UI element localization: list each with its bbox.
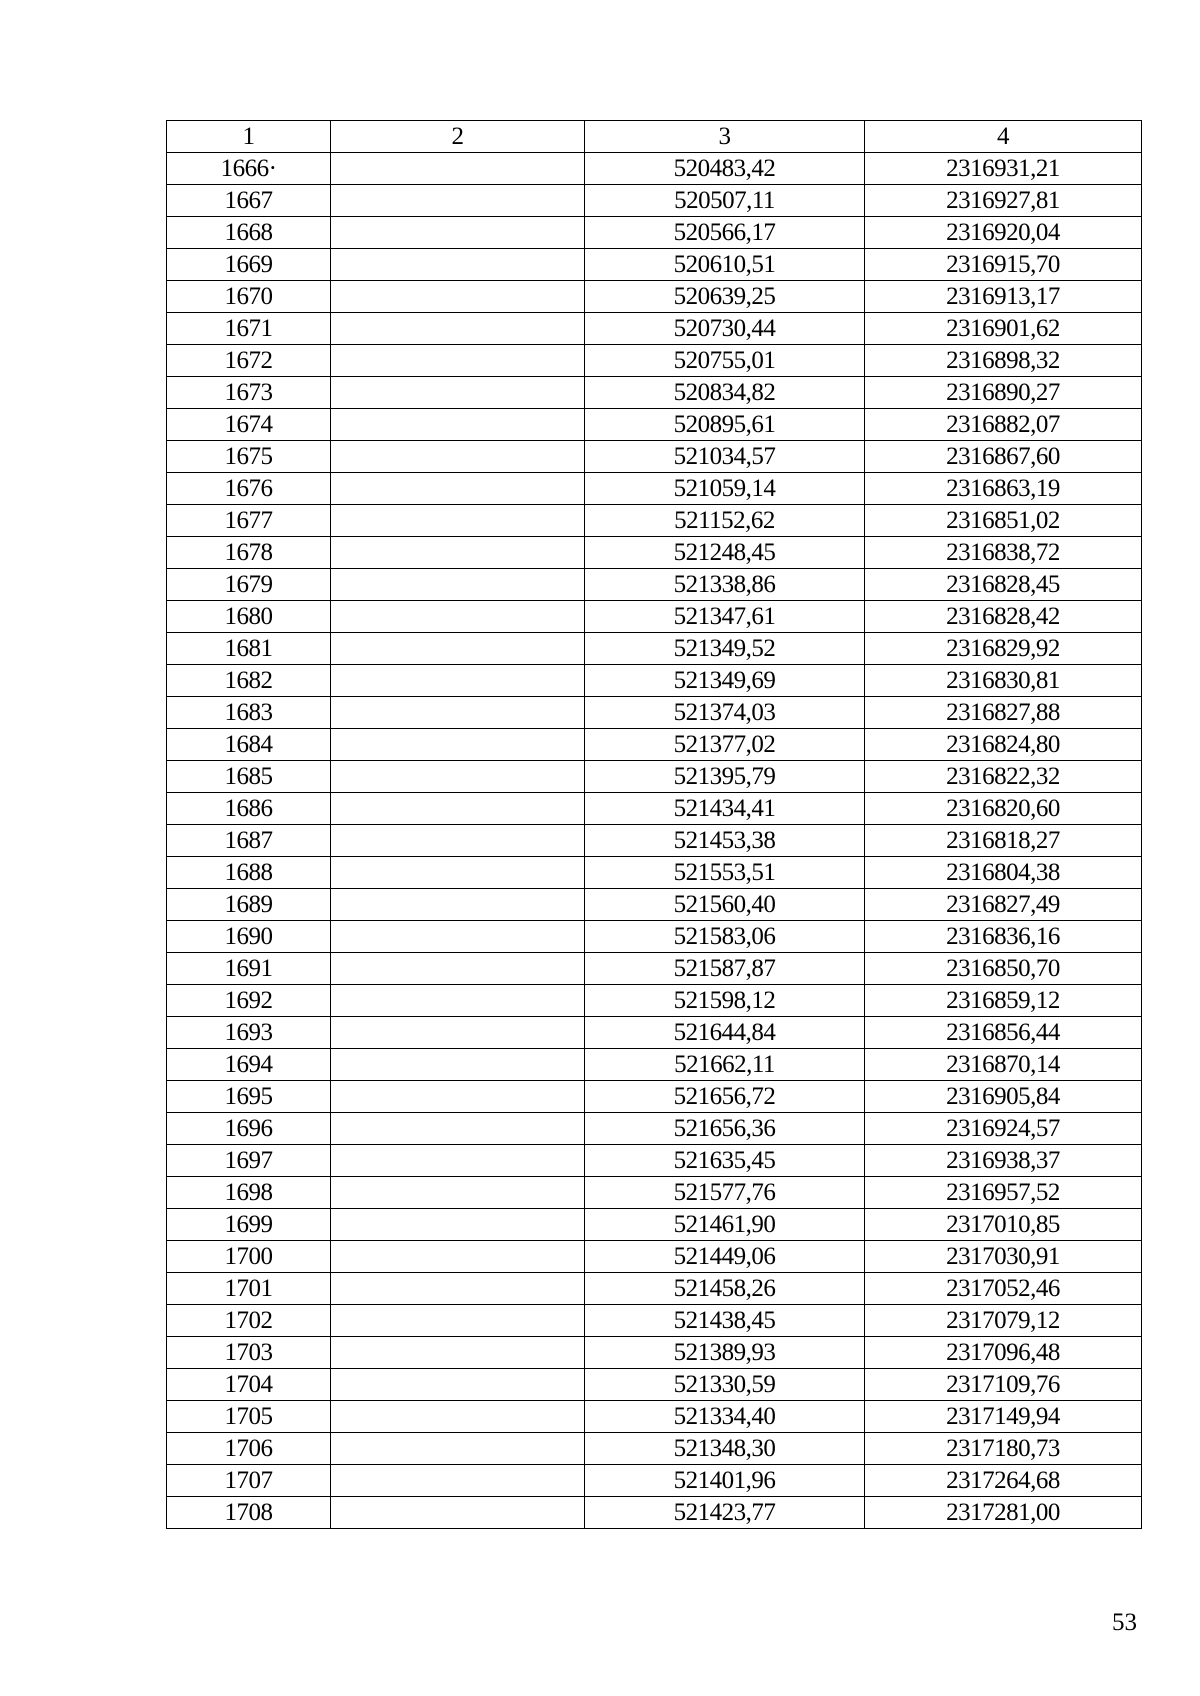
table-row [167,889,1142,921]
x-coordinate-cell: 521458,26 [585,1273,865,1305]
y-coordinate-cell: 2316829,92 [865,633,1142,665]
description-cell [331,665,585,697]
table-row [167,1209,1142,1241]
description-cell [331,1465,585,1497]
point-number-cell: 1704 [167,1369,331,1401]
description-cell [331,761,585,793]
description-cell [331,793,585,825]
y-coordinate-cell: 2316905,84 [865,1081,1142,1113]
y-coordinate-cell: 2316804,38 [865,857,1142,889]
x-coordinate-cell: 521377,02 [585,729,865,761]
point-number-cell: 1687 [167,825,331,857]
description-cell [331,1177,585,1209]
y-coordinate-cell: 2316913,17 [865,281,1142,313]
y-coordinate-cell: 2316828,42 [865,601,1142,633]
x-coordinate-cell: 521553,51 [585,857,865,889]
x-coordinate-cell: 521334,40 [585,1401,865,1433]
point-number-cell: 1703 [167,1337,331,1369]
point-number-cell: 1697 [167,1145,331,1177]
point-number-cell: 1698 [167,1177,331,1209]
x-coordinate-cell: 521583,06 [585,921,865,953]
x-coordinate-cell: 521330,59 [585,1369,865,1401]
y-coordinate-cell: 2316830,81 [865,665,1142,697]
header-row [167,121,1142,153]
description-cell [331,537,585,569]
description-cell [331,281,585,313]
y-coordinate-cell: 2317149,94 [865,1401,1142,1433]
x-coordinate-cell: 521656,36 [585,1113,865,1145]
x-coordinate-cell: 520639,25 [585,281,865,313]
description-cell [331,1433,585,1465]
table-row [167,441,1142,473]
x-coordinate-cell: 520566,17 [585,217,865,249]
description-cell [331,1209,585,1241]
table-row [167,697,1142,729]
description-cell [331,345,585,377]
y-coordinate-cell: 2316818,27 [865,825,1142,857]
x-coordinate-cell: 520834,82 [585,377,865,409]
table-row [167,345,1142,377]
page-number: 53 [1112,1609,1137,1636]
table-row [167,825,1142,857]
description-cell [331,697,585,729]
table-row [167,1145,1142,1177]
table-row [167,1337,1142,1369]
table-row [167,1241,1142,1273]
point-number-cell: 1676 [167,473,331,505]
table-row [167,857,1142,889]
table-row [167,153,1142,185]
table-row [167,601,1142,633]
table-row [167,1433,1142,1465]
description-cell [331,921,585,953]
y-coordinate-cell: 2316863,19 [865,473,1142,505]
x-coordinate-cell: 521587,87 [585,953,865,985]
table-row [167,409,1142,441]
table-row [167,569,1142,601]
x-coordinate-cell: 521560,40 [585,889,865,921]
description-cell [331,1401,585,1433]
table-row [167,1369,1142,1401]
table-row [167,473,1142,505]
table-row [167,1017,1142,1049]
description-cell [331,1145,585,1177]
point-number-cell: 1681 [167,633,331,665]
x-coordinate-cell: 521338,86 [585,569,865,601]
description-cell [331,1305,585,1337]
description-cell [331,729,585,761]
table-header [167,121,1142,153]
point-number-cell: 1701 [167,1273,331,1305]
y-coordinate-cell: 2317079,12 [865,1305,1142,1337]
table-row [167,217,1142,249]
y-coordinate-cell: 2317264,68 [865,1465,1142,1497]
description-cell [331,313,585,345]
y-coordinate-cell: 2316957,52 [865,1177,1142,1209]
y-coordinate-cell: 2316850,70 [865,953,1142,985]
x-coordinate-cell: 521348,30 [585,1433,865,1465]
x-coordinate-cell: 521401,96 [585,1465,865,1497]
x-coordinate-cell: 521059,14 [585,473,865,505]
x-coordinate-cell: 521349,52 [585,633,865,665]
table-row [167,985,1142,1017]
point-number-cell: 1699 [167,1209,331,1241]
x-coordinate-cell: 521461,90 [585,1209,865,1241]
y-coordinate-cell: 2316822,32 [865,761,1142,793]
y-coordinate-cell: 2316859,12 [865,985,1142,1017]
description-cell [331,441,585,473]
table-row [167,1177,1142,1209]
point-number-cell: 1686 [167,793,331,825]
header-col-1: 1 [167,121,331,153]
y-coordinate-cell: 2316924,57 [865,1113,1142,1145]
y-coordinate-cell: 2316851,02 [865,505,1142,537]
description-cell [331,1081,585,1113]
description-cell [331,409,585,441]
x-coordinate-cell: 520507,11 [585,185,865,217]
x-coordinate-cell: 521644,84 [585,1017,865,1049]
y-coordinate-cell: 2316824,80 [865,729,1142,761]
table-row [167,537,1142,569]
point-number-cell: 1690 [167,921,331,953]
y-coordinate-cell: 2317096,48 [865,1337,1142,1369]
point-number-cell: 1700 [167,1241,331,1273]
y-coordinate-cell: 2316938,37 [865,1145,1142,1177]
description-cell [331,377,585,409]
description-cell [331,505,585,537]
point-number-cell: 1671 [167,313,331,345]
x-coordinate-cell: 520610,51 [585,249,865,281]
point-number-cell: 1677 [167,505,331,537]
table-row [167,249,1142,281]
x-coordinate-cell: 521662,11 [585,1049,865,1081]
table-row [167,793,1142,825]
point-number-cell: 1688 [167,857,331,889]
table-body [167,153,1142,1529]
y-coordinate-cell: 2316827,49 [865,889,1142,921]
x-coordinate-cell: 521577,76 [585,1177,865,1209]
y-coordinate-cell: 2316890,27 [865,377,1142,409]
y-coordinate-cell: 2316827,88 [865,697,1142,729]
table-row [167,377,1142,409]
point-number-cell: 1667 [167,185,331,217]
x-coordinate-cell: 521389,93 [585,1337,865,1369]
x-coordinate-cell: 520755,01 [585,345,865,377]
x-coordinate-cell: 521598,12 [585,985,865,1017]
header-col-3: 3 [585,121,865,153]
coordinates-table [166,120,1142,1529]
table-row [167,281,1142,313]
table-row [167,1081,1142,1113]
description-cell [331,249,585,281]
y-coordinate-cell: 2316901,62 [865,313,1142,345]
table-row [167,665,1142,697]
point-number-cell: 1692 [167,985,331,1017]
description-cell [331,1273,585,1305]
y-coordinate-cell: 2316927,81 [865,185,1142,217]
y-coordinate-cell: 2316867,60 [865,441,1142,473]
description-cell [331,1049,585,1081]
point-number-cell: 1696 [167,1113,331,1145]
y-coordinate-cell: 2316820,60 [865,793,1142,825]
x-coordinate-cell: 521034,57 [585,441,865,473]
point-number-cell: 1679 [167,569,331,601]
point-number-cell: 1693 [167,1017,331,1049]
description-cell [331,1369,585,1401]
table-row [167,1113,1142,1145]
point-number-cell: 1672 [167,345,331,377]
y-coordinate-cell: 2316828,45 [865,569,1142,601]
table-row [167,505,1142,537]
y-coordinate-cell: 2316882,07 [865,409,1142,441]
description-cell [331,1113,585,1145]
x-coordinate-cell: 521347,61 [585,601,865,633]
x-coordinate-cell: 521656,72 [585,1081,865,1113]
table-row [167,729,1142,761]
x-coordinate-cell: 521349,69 [585,665,865,697]
point-number-cell: 1706 [167,1433,331,1465]
y-coordinate-cell: 2316838,72 [865,537,1142,569]
point-number-cell: 1670 [167,281,331,313]
description-cell [331,601,585,633]
x-coordinate-cell: 521374,03 [585,697,865,729]
point-number-cell: 1684 [167,729,331,761]
table-row [167,1497,1142,1529]
table-row [167,185,1142,217]
y-coordinate-cell: 2317109,76 [865,1369,1142,1401]
y-coordinate-cell: 2316898,32 [865,345,1142,377]
table-row [167,921,1142,953]
description-cell [331,185,585,217]
description-cell [331,953,585,985]
description-cell [331,153,585,185]
point-number-cell: 1685 [167,761,331,793]
x-coordinate-cell: 521423,77 [585,1497,865,1529]
y-coordinate-cell: 2316856,44 [865,1017,1142,1049]
y-coordinate-cell: 2316836,16 [865,921,1142,953]
point-number-cell: 1707 [167,1465,331,1497]
x-coordinate-cell: 521248,45 [585,537,865,569]
y-coordinate-cell: 2317180,73 [865,1433,1142,1465]
description-cell [331,473,585,505]
point-number-cell: 1702 [167,1305,331,1337]
point-number-cell: 1691 [167,953,331,985]
point-number-cell: 1678 [167,537,331,569]
point-number-cell: 1683 [167,697,331,729]
x-coordinate-cell: 521152,62 [585,505,865,537]
header-col-2: 2 [331,121,585,153]
y-coordinate-cell: 2316920,04 [865,217,1142,249]
table-row [167,1465,1142,1497]
point-number-cell: 1708 [167,1497,331,1529]
x-coordinate-cell: 521434,41 [585,793,865,825]
point-number-cell: 1694 [167,1049,331,1081]
x-coordinate-cell: 521453,38 [585,825,865,857]
table-row [167,1273,1142,1305]
y-coordinate-cell: 2317281,00 [865,1497,1142,1529]
y-coordinate-cell: 2317030,91 [865,1241,1142,1273]
table-row [167,633,1142,665]
point-number-cell: 1689 [167,889,331,921]
table-row [167,313,1142,345]
table-row [167,953,1142,985]
description-cell [331,217,585,249]
y-coordinate-cell: 2316915,70 [865,249,1142,281]
x-coordinate-cell: 521438,45 [585,1305,865,1337]
description-cell [331,633,585,665]
x-coordinate-cell: 520730,44 [585,313,865,345]
point-number-cell: 1666· [167,153,331,185]
description-cell [331,1497,585,1529]
x-coordinate-cell: 520895,61 [585,409,865,441]
point-number-cell: 1680 [167,601,331,633]
y-coordinate-cell: 2317010,85 [865,1209,1142,1241]
description-cell [331,1241,585,1273]
point-number-cell: 1674 [167,409,331,441]
point-number-cell: 1673 [167,377,331,409]
x-coordinate-cell: 521449,06 [585,1241,865,1273]
description-cell [331,889,585,921]
header-col-4: 4 [865,121,1142,153]
description-cell [331,857,585,889]
x-coordinate-cell: 520483,42 [585,153,865,185]
point-number-cell: 1705 [167,1401,331,1433]
point-number-cell: 1669 [167,249,331,281]
table-row [167,1305,1142,1337]
point-number-cell: 1675 [167,441,331,473]
point-number-cell: 1682 [167,665,331,697]
x-coordinate-cell: 521395,79 [585,761,865,793]
description-cell [331,825,585,857]
point-number-cell: 1668 [167,217,331,249]
y-coordinate-cell: 2317052,46 [865,1273,1142,1305]
description-cell [331,569,585,601]
x-coordinate-cell: 521635,45 [585,1145,865,1177]
description-cell [331,985,585,1017]
description-cell [331,1337,585,1369]
description-cell [331,1017,585,1049]
table-row [167,1049,1142,1081]
point-number-cell: 1695 [167,1081,331,1113]
y-coordinate-cell: 2316931,21 [865,153,1142,185]
y-coordinate-cell: 2316870,14 [865,1049,1142,1081]
table-row [167,761,1142,793]
table-row [167,1401,1142,1433]
